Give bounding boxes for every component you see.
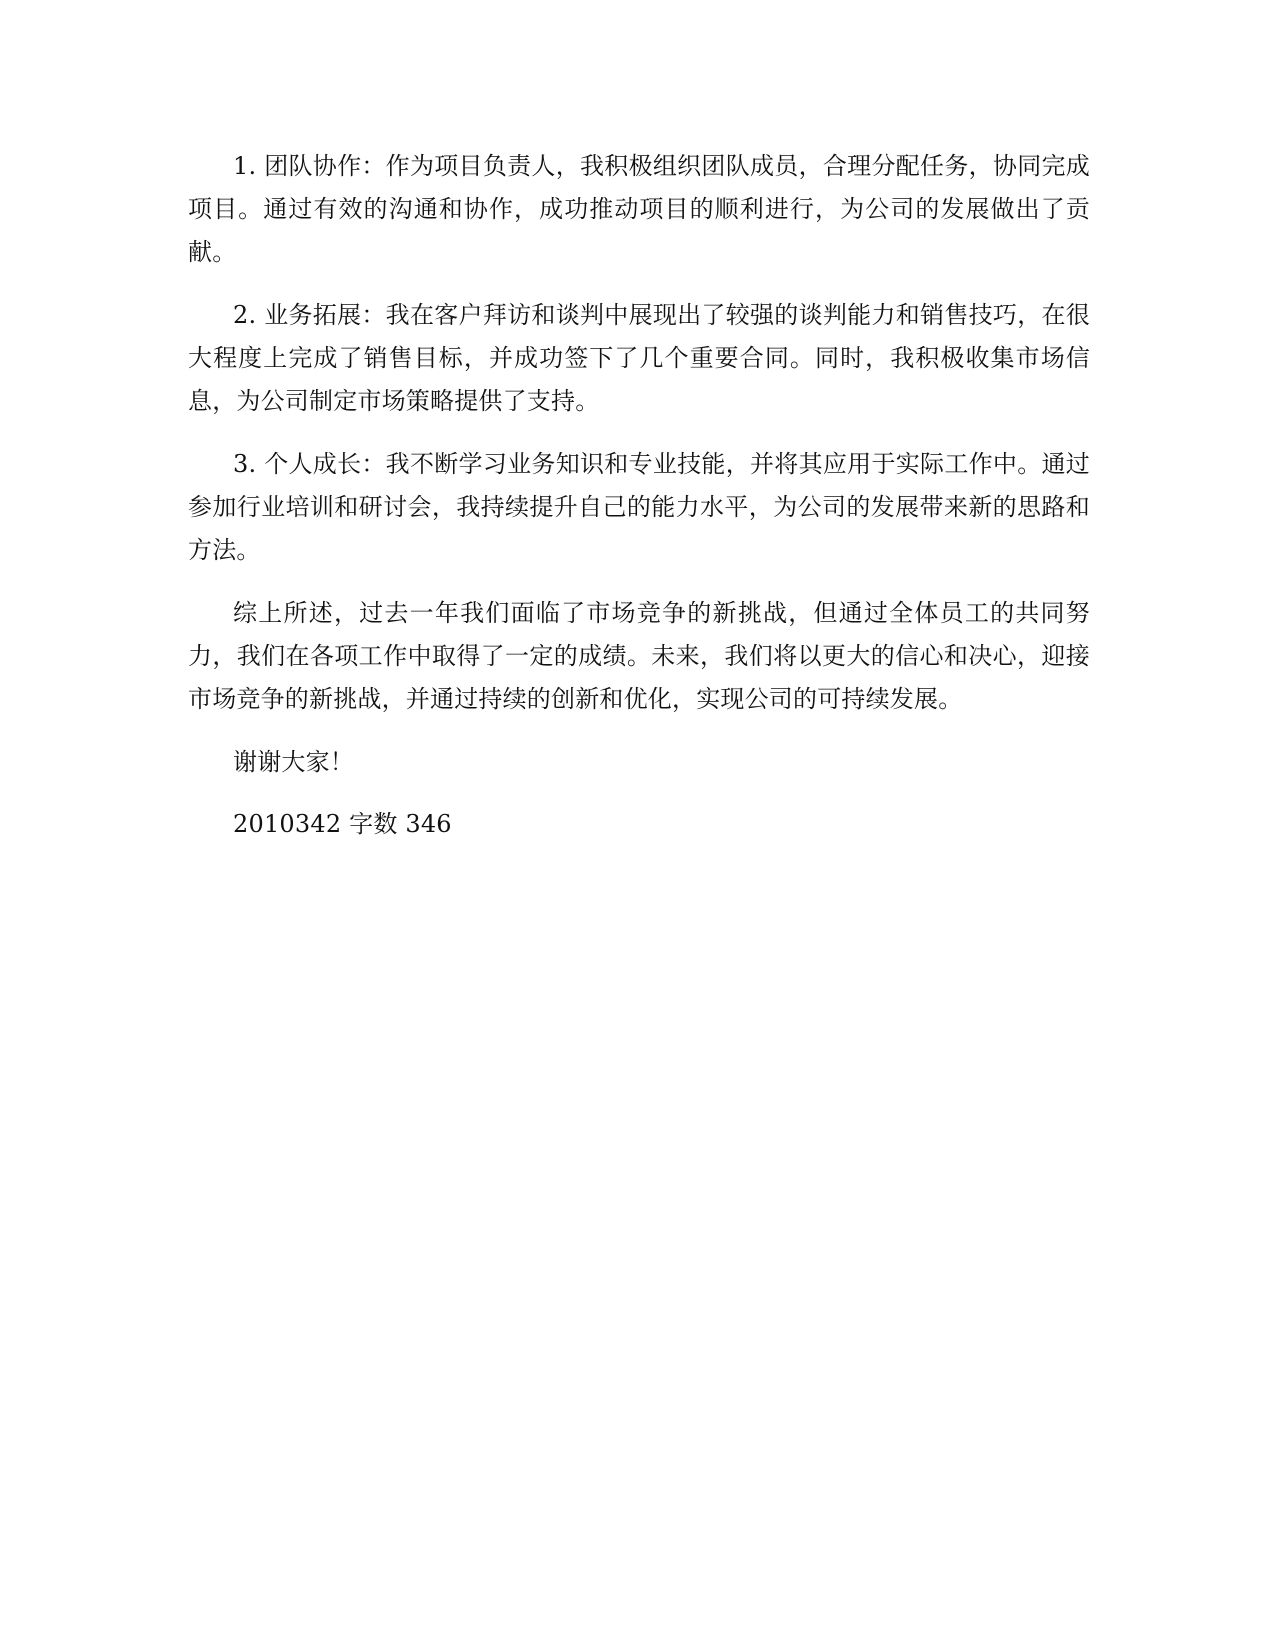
paragraph-thanks: 谢谢大家！ <box>233 748 354 776</box>
document-body <box>188 145 1090 865</box>
paragraph-business-expansion: 2. 业务拓展：我在客户拜访和谈判中展现出了较强的谈判能力和销售技巧，在很大程度上完成了销售目标，并成功签下了几个重要合同。同时，我积极收集市场信息，为公司制定市场策略提供了支持。 <box>188 301 1090 415</box>
paragraph-summary: 综上所述，过去一年我们面临了市场竞争的新挑战，但通过全体员工的共同努力，我们在各项工作中取得了一定的成绩。未来，我们将以更大的信心和决心，迎接市场竞争的新挑战，并通过持续的创新和优化，实现公司的可持续发展。 <box>188 599 1090 713</box>
paragraph-personal-growth: 3. 个人成长：我不断学习业务知识和专业技能，并将其应用于实际工作中。通过参加行业培训和研讨会，我持续提升自己的能力水平，为公司的发展带来新的思路和方法。 <box>188 450 1090 564</box>
paragraph-teamwork: 1. 团队协作：作为项目负责人，我积极组织团队成员，合理分配任务，协同完成项目。通过有效的沟通和协作，成功推动项目的顺利进行，为公司的发展做出了贡献。 <box>188 152 1090 266</box>
paragraph-word-count: 2010342 字数 346 <box>233 810 452 838</box>
